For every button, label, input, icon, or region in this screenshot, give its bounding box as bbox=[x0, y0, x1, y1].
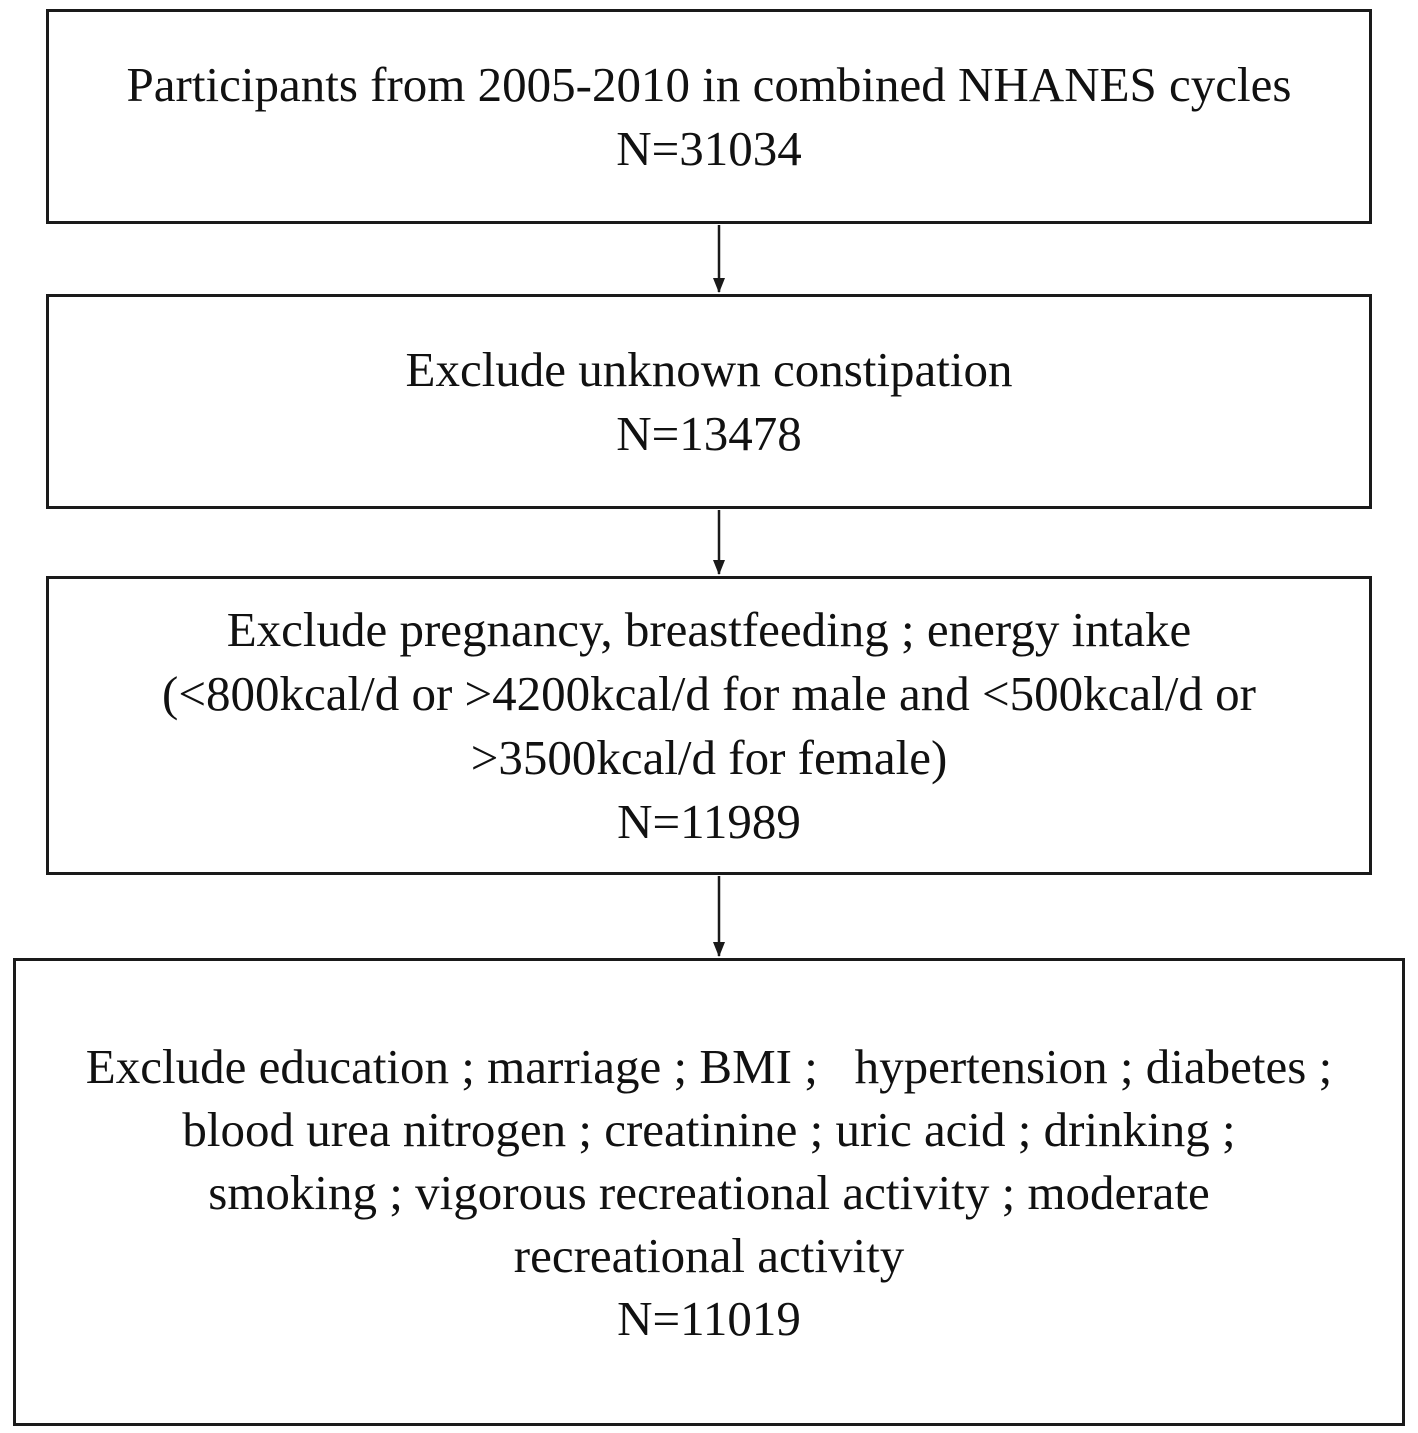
step-1-participants-box bbox=[46, 9, 1372, 224]
arrow-1-to-2-head bbox=[713, 278, 725, 293]
step-4-count: N=11019 bbox=[617, 1290, 801, 1346]
step-3-exclusion-box bbox=[46, 576, 1372, 875]
step-4-line-3: smoking ; vigorous recreational activity ; moderate bbox=[208, 1164, 1210, 1220]
step-3-line-3: >3500kcal/d for female) bbox=[470, 729, 948, 785]
step-4-exclusion-box bbox=[13, 958, 1405, 1426]
step-1-line-1: Participants from 2005-2010 in combined NHANES cycles bbox=[126, 56, 1292, 112]
step-1-count: N=31034 bbox=[616, 120, 802, 176]
arrow-3-to-4-head bbox=[713, 942, 725, 957]
step-4-line-1: Exclude education ; marriage ; BMI ; hypertension ; diabetes ; bbox=[85, 1038, 1333, 1094]
step-2-exclusion-box bbox=[46, 294, 1372, 509]
step-2-count: N=13478 bbox=[616, 405, 802, 461]
step-3-count: N=11989 bbox=[617, 793, 801, 849]
step-3-line-2: (<800kcal/d or >4200kcal/d for male and <500kcal/d or bbox=[162, 665, 1256, 721]
step-4-line-4: recreational activity bbox=[513, 1227, 905, 1283]
step-2-line-1: Exclude unknown constipation bbox=[405, 341, 1013, 397]
arrow-2-to-3-head bbox=[713, 560, 725, 575]
step-4-line-2: blood urea nitrogen ; creatinine ; uric acid ; drinking ; bbox=[182, 1101, 1236, 1157]
step-3-line-1: Exclude pregnancy, breastfeeding ; energy intake bbox=[226, 601, 1192, 657]
